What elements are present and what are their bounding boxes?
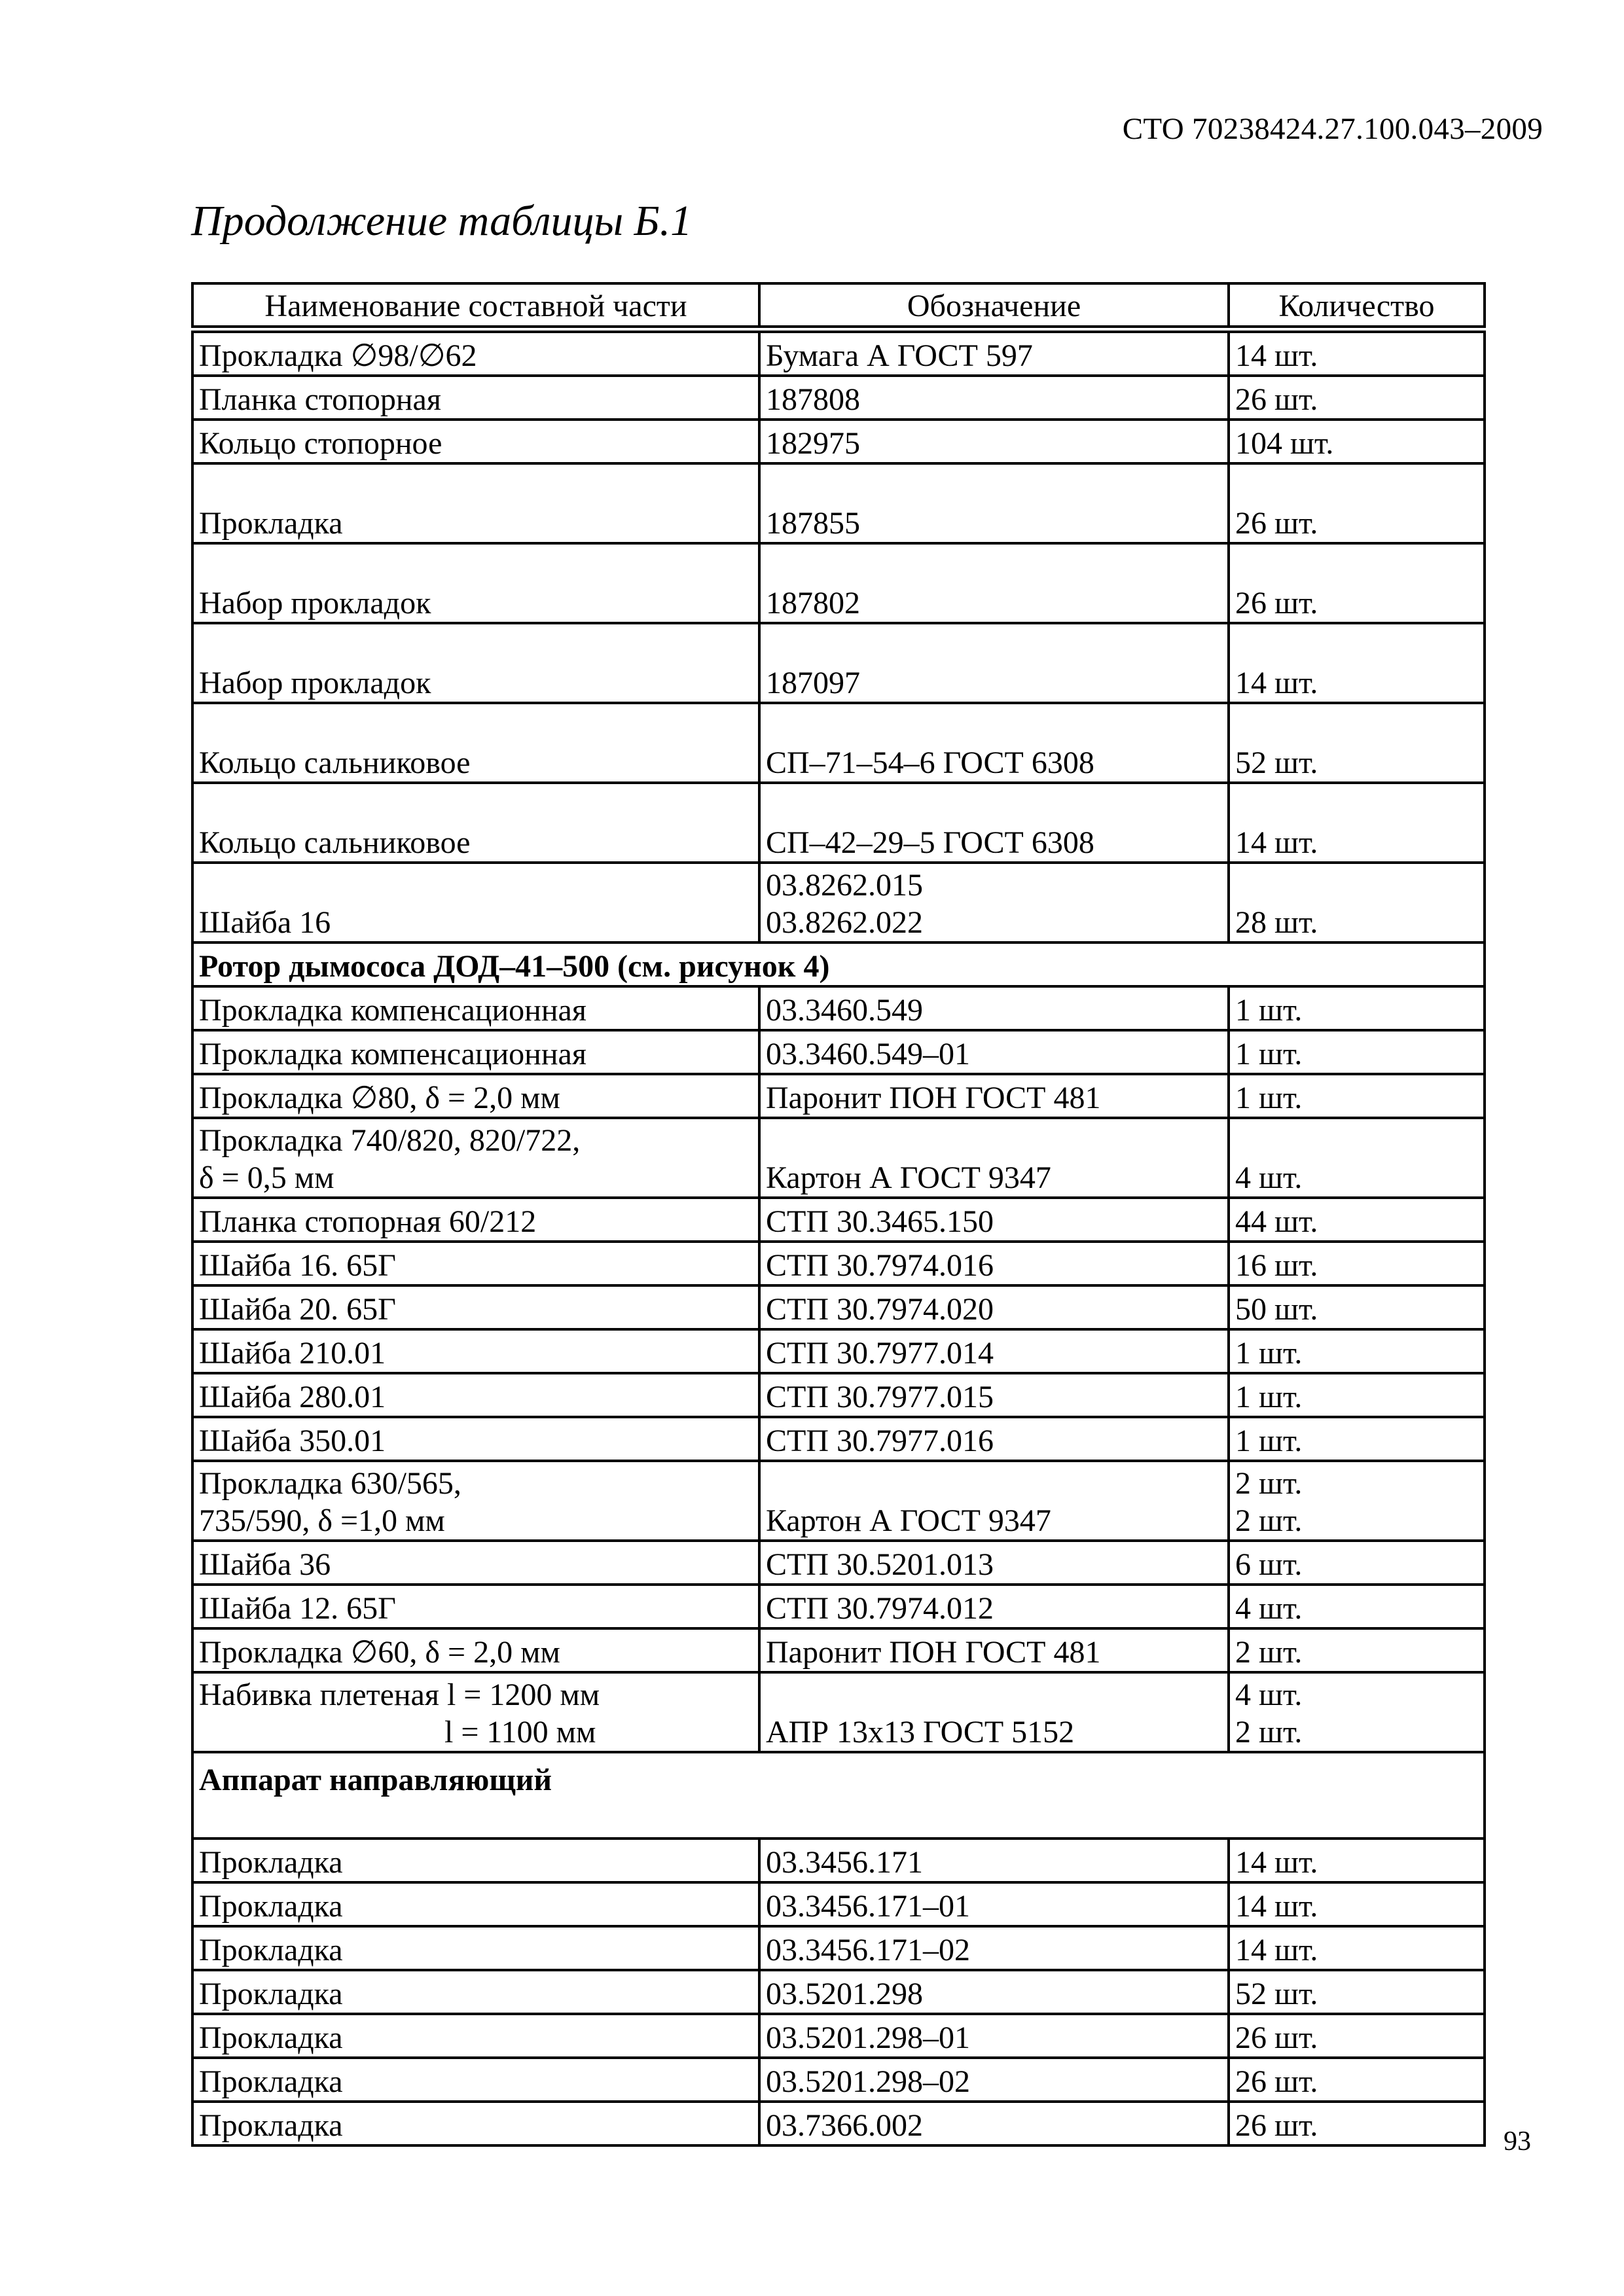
cell-quantity: 4 шт. [1229,1585,1485,1628]
cell-quantity: 14 шт. [1229,329,1485,376]
cell-quantity: 104 шт. [1229,420,1485,463]
column-header-designation: Обозначение [759,283,1229,329]
cell-designation: 03.3460.549 [759,986,1229,1030]
cell-name: Шайба 20. 65Г [192,1285,759,1329]
cell-name: Шайба 350.01 [192,1417,759,1461]
cell-designation: СТП 30.7974.012 [759,1585,1229,1628]
cell-designation: 03.3460.549–01 [759,1030,1229,1074]
cell-quantity: 14 шт. [1229,1926,1485,1970]
table-row [192,623,1485,703]
cell-quantity-line: 2 шт. [1235,1715,1303,1749]
cell-designation: 03.7366.002 [759,2102,1229,2145]
cell-name: Прокладка [192,1926,759,1970]
cell-name [192,1672,759,1752]
cell-name: Набор прокладок [192,543,759,623]
cell-quantity: 26 шт. [1229,543,1485,623]
cell-designation: 03.5201.298 [759,1970,1229,2014]
cell-designation: 03.3456.171–01 [759,1882,1229,1926]
cell-designation: СТП 30.7974.016 [759,1242,1229,1285]
table-row [192,2058,1485,2102]
cell-name: Шайба 210.01 [192,1329,759,1373]
cell-name: Прокладка [192,2058,759,2102]
cell-quantity: 26 шт. [1229,2102,1485,2145]
cell-quantity: 16 шт. [1229,1242,1485,1285]
section-row [192,1752,1485,1839]
cell-designation: 03.3456.171 [759,1839,1229,1882]
cell-name: Кольцо стопорное [192,420,759,463]
cell-quantity: 14 шт. [1229,1882,1485,1926]
cell-quantity: 52 шт. [1229,1970,1485,2014]
cell-quantity: 1 шт. [1229,1373,1485,1417]
cell-quantity: 52 шт. [1229,703,1485,783]
table-row [192,420,1485,463]
cell-quantity: 4 шт. [1229,1118,1485,1198]
cell-name: Прокладка [192,1970,759,2014]
cell-name [192,1461,759,1541]
cell-quantity: 1 шт. [1229,1074,1485,1118]
table-row [192,1417,1485,1461]
cell-designation: 182975 [759,420,1229,463]
cell-name: Прокладка [192,463,759,543]
table-row [192,1242,1485,1285]
cell-quantity [1229,1461,1485,1541]
table-row [192,2102,1485,2145]
table-row [192,1672,1485,1752]
cell-quantity: 6 шт. [1229,1541,1485,1585]
cell-name-line: 735/590, δ =1,0 мм [199,1503,445,1538]
cell-quantity: 28 шт. [1229,863,1485,942]
cell-name: Прокладка ∅60, δ = 2,0 мм [192,1628,759,1672]
cell-designation: 03.5201.298–02 [759,2058,1229,2102]
document-code: СТО 70238424.27.100.043–2009 [1122,112,1543,146]
cell-designation: СТП 30.7977.014 [759,1329,1229,1373]
cell-quantity: 26 шт. [1229,2058,1485,2102]
cell-name: Планка стопорная 60/212 [192,1198,759,1242]
parts-table [191,282,1486,2147]
page-number: 93 [1504,2126,1531,2157]
table-row [192,2014,1485,2058]
cell-quantity: 44 шт. [1229,1198,1485,1242]
cell-name: Прокладка ∅98/∅62 [192,329,759,376]
table-row [192,1585,1485,1628]
cell-designation: Бумага А ГОСТ 597 [759,329,1229,376]
cell-name: Шайба 280.01 [192,1373,759,1417]
cell-name: Прокладка [192,1839,759,1882]
cell-designation: СТП 30.5201.013 [759,1541,1229,1585]
cell-designation: Картон А ГОСТ 9347 [759,1118,1229,1198]
table-header-row [192,283,1485,329]
cell-quantity: 1 шт. [1229,1417,1485,1461]
cell-name [192,1118,759,1198]
cell-quantity-line: 2 шт. [1235,1503,1303,1538]
table-row [192,986,1485,1030]
cell-name: Прокладка [192,1882,759,1926]
table-row [192,863,1485,942]
cell-designation-line: 03.8262.022 [766,905,923,940]
table-row [192,376,1485,420]
cell-name-line: Набивка плетеная l = 1200 мм [199,1677,600,1712]
cell-name-line: l = 1100 мм [444,1715,596,1749]
cell-quantity [1229,1672,1485,1752]
cell-designation: Паронит ПОН ГОСТ 481 [759,1628,1229,1672]
column-header-quantity: Количество [1229,283,1485,329]
cell-designation: 187802 [759,543,1229,623]
table-row [192,543,1485,623]
table-row [192,703,1485,783]
cell-quantity: 26 шт. [1229,2014,1485,2058]
cell-designation: СП–71–54–6 ГОСТ 6308 [759,703,1229,783]
table-row [192,1882,1485,1926]
cell-name: Кольцо сальниковое [192,703,759,783]
table-row [192,1329,1485,1373]
cell-designation: Паронит ПОН ГОСТ 481 [759,1074,1229,1118]
table-row [192,1198,1485,1242]
table-row [192,1285,1485,1329]
cell-quantity: 1 шт. [1229,1329,1485,1373]
table-row [192,1839,1485,1882]
cell-name-line: Прокладка 740/820, 820/722, [199,1123,581,1158]
cell-name-line: δ = 0,5 мм [199,1160,334,1195]
column-header-name: Наименование составной части [192,283,759,329]
cell-designation: СП–42–29–5 ГОСТ 6308 [759,783,1229,863]
table-caption: Продолжение таблицы Б.1 [191,197,693,245]
cell-name: Прокладка компенсационная [192,986,759,1030]
cell-designation: СТП 30.3465.150 [759,1198,1229,1242]
section-row [192,942,1485,986]
cell-name: Набор прокладок [192,623,759,703]
cell-designation: СТП 30.7974.020 [759,1285,1229,1329]
cell-quantity: 26 шт. [1229,376,1485,420]
section-title-guide: Аппарат направляющий [192,1752,1485,1839]
cell-quantity: 14 шт. [1229,623,1485,703]
cell-quantity: 26 шт. [1229,463,1485,543]
cell-quantity-line: 2 шт. [1235,1466,1303,1501]
cell-designation: 187097 [759,623,1229,703]
cell-designation: 187855 [759,463,1229,543]
cell-name: Кольцо сальниковое [192,783,759,863]
table-row [192,463,1485,543]
cell-name: Шайба 16 [192,863,759,942]
cell-name: Планка стопорная [192,376,759,420]
table-row [192,1030,1485,1074]
table-row [192,1541,1485,1585]
cell-designation: СТП 30.7977.016 [759,1417,1229,1461]
cell-quantity-line: 4 шт. [1235,1677,1303,1712]
table-row [192,1926,1485,1970]
cell-name: Прокладка компенсационная [192,1030,759,1074]
cell-designation: АПР 13х13 ГОСТ 5152 [759,1672,1229,1752]
cell-quantity: 14 шт. [1229,1839,1485,1882]
table-row [192,783,1485,863]
table-row [192,1118,1485,1198]
cell-quantity: 50 шт. [1229,1285,1485,1329]
table-row [192,1461,1485,1541]
cell-designation: Картон А ГОСТ 9347 [759,1461,1229,1541]
cell-quantity: 14 шт. [1229,783,1485,863]
cell-quantity: 1 шт. [1229,1030,1485,1074]
cell-designation-line: 03.8262.015 [766,868,923,903]
cell-quantity: 2 шт. [1229,1628,1485,1672]
table-row [192,1628,1485,1672]
cell-designation: 03.5201.298–01 [759,2014,1229,2058]
cell-designation [759,863,1229,942]
cell-designation: 03.3456.171–02 [759,1926,1229,1970]
table-row [192,1970,1485,2014]
cell-designation: СТП 30.7977.015 [759,1373,1229,1417]
section-title-rotor: Ротор дымососа ДОД–41–500 (см. рисунок 4) [192,942,1485,986]
cell-name: Шайба 16. 65Г [192,1242,759,1285]
cell-quantity: 1 шт. [1229,986,1485,1030]
table-row [192,329,1485,376]
cell-name: Шайба 36 [192,1541,759,1585]
cell-name: Прокладка [192,2014,759,2058]
table-row [192,1373,1485,1417]
cell-name: Прокладка ∅80, δ = 2,0 мм [192,1074,759,1118]
cell-name: Прокладка [192,2102,759,2145]
table-row [192,1074,1485,1118]
cell-designation: 187808 [759,376,1229,420]
cell-name: Шайба 12. 65Г [192,1585,759,1628]
cell-name-line: Прокладка 630/565, [199,1466,461,1501]
